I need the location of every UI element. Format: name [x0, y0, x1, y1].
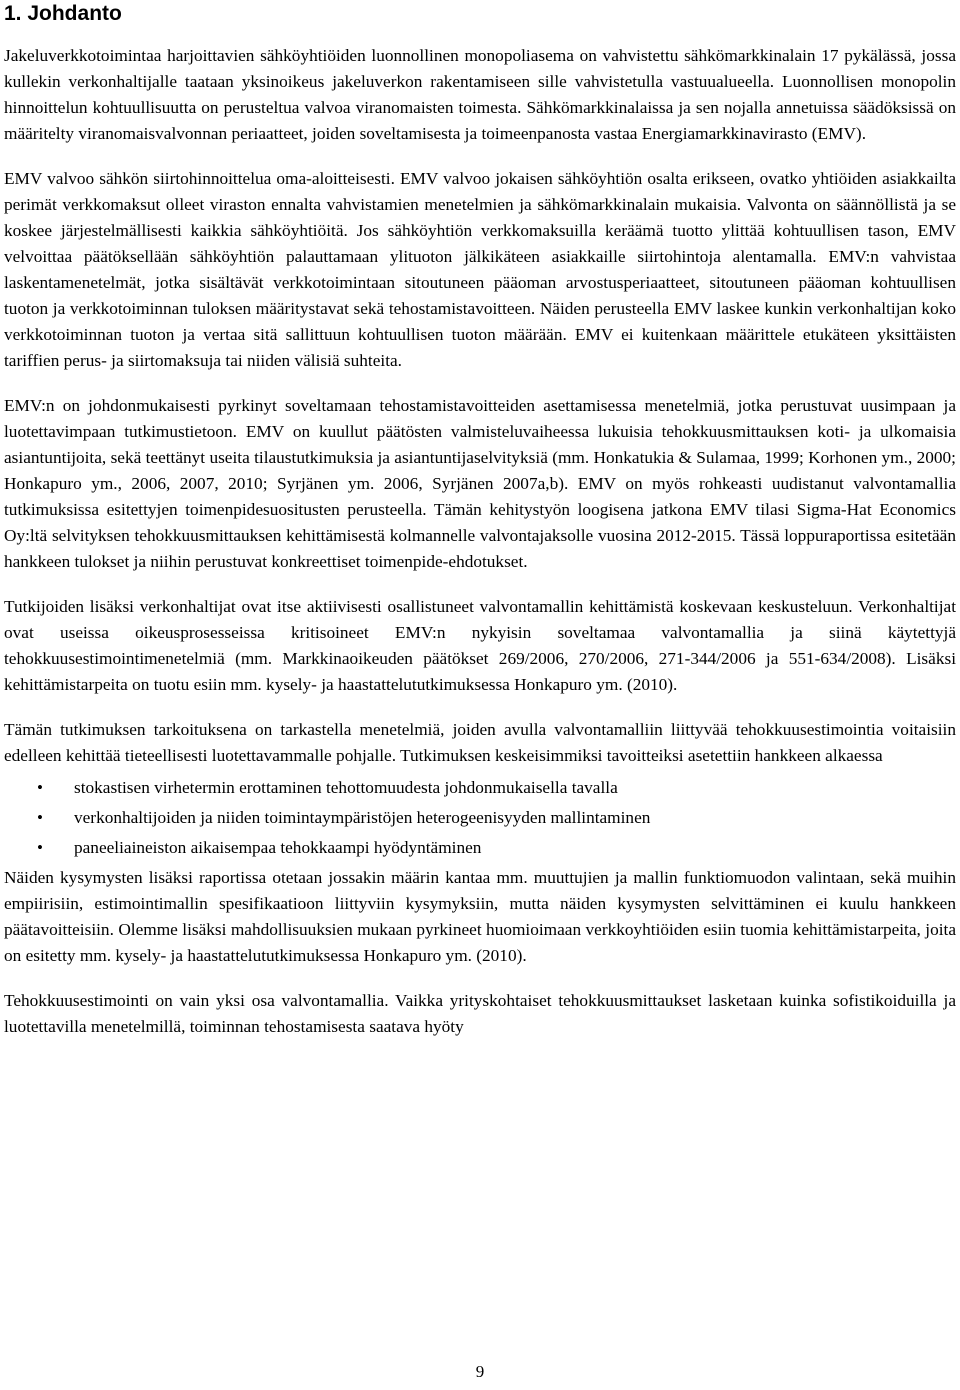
page-number: 9 — [475, 1362, 485, 1381]
paragraph: Tämän tutkimuksen tarkoituksena on tarkastella menetelmiä, joiden avulla valvontamalliin liittyvää tehokkuusestimointia voitaisiin edelleen kehittää tieteellisesti luotettavammalle pohjalle. Tutkimuksen keskeisimmiksi tavoitteiksi asetettiin hankkeen alkaessa — [4, 720, 956, 765]
section-heading: 1. Johdanto — [4, 2, 122, 25]
list-item-text: verkonhaltijoiden ja niiden toimintaympäristöjen heterogeenisyyden mallintaminen — [74, 808, 651, 827]
objectives-list — [4, 773, 956, 863]
paragraph: Tutkijoiden lisäksi verkonhaltijat ovat itse aktiivisesti osallistuneet valvontamallin kehittämistä koskevaan keskusteluun. Verkonhaltijat ovat useissa oikeusprosesseissa kritisoineet EMV:n nykyisin soveltamaa valvontamallia ja siinä käytettyjä tehokkuusestimointimenetelmiä (mm. Markkinaoikeuden päätökset 269/2006, 270/2006, 271-344/2006 ja 551-634/2008). Lisäksi kehittämistarpeita on tuotu esiin mm. kysely- ja haastattelututkimuksessa Honkapuro ym. (2010). — [4, 597, 956, 694]
paragraph: Näiden kysymysten lisäksi raportissa otetaan jossakin määrin kantaa mm. muuttujien ja mallin funktiomuodon valintaan, sekä muihin empiirisiin, estimointimallin spesifikaatioon liittyviin kysymyksiin, mutta näiden kysymysten selvittäminen ei kuulu hankkeen päätavoitteisiin. Olemme lisäksi mahdollisuuksien mukaan pyrkineet huomioimaan verkkoyhtiöiden esiin tuomia kehittämistarpeita, joita on esitetty mm. kysely- ja haastattelututkimuksessa Honkapuro ym. (2010). — [4, 868, 956, 965]
document-body — [4, 43, 956, 1059]
list-item-text: paneeliaineiston aikaisempaa tehokkaampi hyödyntäminen — [74, 838, 482, 857]
bullet-icon: • — [37, 838, 43, 857]
list-item-text: stokastisen virhetermin erottaminen tehottomuudesta johdonmukaisella tavalla — [74, 778, 618, 797]
paragraph: Jakeluverkkotoimintaa harjoittavien sähköyhtiöiden luonnollinen monopoliasema on vahvistettu sähkömarkkinalain 17 pykälässä, jossa kullekin verkonhaltijalle taataan yksinoikeus jakeluverkon rakentamiseen sille vahvistetulla vastuualueella. Luonnollisen monopolin hinnoittelun kohtuullisuutta on perusteltua valvoa viranomaisten toimesta. Sähkömarkkinalaissa ja sen nojalla annetuissa säädöksissä on määritelty viranomaisvalvonnan periaatteet, joiden soveltamisesta ja toimeenpanosta vastaa Energiamarkkinavirasto (EMV). — [4, 46, 956, 143]
list-item — [4, 773, 956, 803]
paragraph: EMV valvoo sähkön siirtohinnoittelua oma-aloitteisesti. EMV valvoo jokaisen sähköyhtiön osalta erikseen, ovatko yhtiöiden asiakkailta perimät verkkomaksut olleet viraston ennalta vahvistamien menetelmien ja sähkömarkkinalain mukaisia. Valvonta on säännöllistä ja se koskee järjestelmällisesti kaikkia sähköyhtiöitä. Jos sähköyhtiön verkkomaksuilla keräämä tuotto ylittää kohtuullisen tason, EMV velvoittaa päätöksellään sähköyhtiön palauttamaan ylituoton jälkikäteen asiakkaille siirtohintoja alentamalla. EMV:n vahvistaa laskentamenetelmät, jotka sisältävät verkkotoimintaan sitoutuneen pääoman arvostusperiaatteet, sitoutuneen pääoman kohtuullisen tuoton ja verkkotoiminnan tuloksen määritystavat sekä tehostamistavoitteen. Näiden perusteella EMV laskee kunkin verkonhaltijan koko verkkotoiminnan tuoton ja vertaa sitä sallittuun kohtuullisen tuoton määrään. EMV ei kuitenkaan määrittele etukäteen yksittäisten tariffien perus- ja siirtomaksuja tai niiden välisiä suhteita. — [4, 169, 956, 370]
list-item — [4, 833, 956, 863]
bullet-icon: • — [37, 808, 43, 827]
paragraph: EMV:n on johdonmukaisesti pyrkinyt soveltamaan tehostamistavoitteiden asettamisessa menetelmiä, jotka perustuvat uusimpaan ja luotettavimpaan tutkimustietoon. EMV on kuullut päätösten valmisteluvaiheessa lukuisia tehokkuusmittauksen koti- ja ulkomaisia asiantuntijoita, sekä teettänyt useita tilaustutkimuksia ja asiantuntijaselvityksiä (mm. Honkatukia & Sulamaa, 1999; Korhonen ym., 2000; Honkapuro ym., 2006, 2007, 2010; Syrjänen ym. 2006, Syrjänen 2007a,b). EMV on myös rohkeasti uudistanut valvontamallia tutkimuksissa esitettyjen toimenpidesuositusten perusteella. Tämän kehitystyön loogisena jatkona EMV tilasi Sigma-Hat Economics Oy:ltä selvityksen tehokkuusmittauksen kehittämisestä kolmannelle valvontajaksolle vuosina 2012-2015. Tässä loppuraportissa esitetään hankkeen tulokset ja niihin perustuvat konkreettiset toimenpide-ehdotukset. — [4, 396, 956, 571]
list-item — [4, 803, 956, 833]
paragraph: Tehokkuusestimointi on vain yksi osa valvontamallia. Vaikka yrityskohtaiset tehokkuusmittaukset lasketaan kuinka sofistikoiduilla ja luotettavilla menetelmillä, toiminnan tehostamisesta saatava hyöty — [4, 991, 956, 1036]
bullet-icon: • — [37, 778, 43, 797]
